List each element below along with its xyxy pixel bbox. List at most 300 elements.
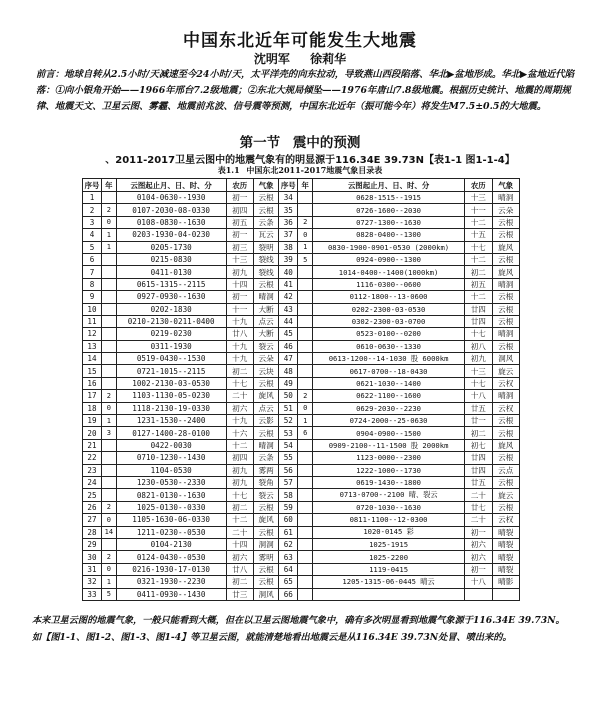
weather-type: 旋云 — [492, 489, 520, 501]
lunar-date: 廿五 — [465, 476, 492, 488]
year-mark: 1 — [298, 241, 313, 253]
weather-type: 云根 — [492, 291, 520, 303]
row-number: 35 — [279, 204, 298, 216]
col-header: 农历 — [465, 179, 492, 192]
row-number: 53 — [279, 427, 298, 439]
row-number: 49 — [279, 377, 298, 389]
row-number: 32 — [83, 576, 102, 588]
author-2: 徐莉华 — [310, 52, 347, 66]
cloud-time: 0622-1100--1600 — [313, 390, 465, 402]
row-number: 34 — [279, 192, 298, 204]
row-number: 51 — [279, 402, 298, 414]
year-mark: 2 — [102, 551, 117, 563]
weather-type: 旋风 — [492, 241, 520, 253]
year-mark: 6 — [298, 427, 313, 439]
weather-type: 云根 — [253, 192, 278, 204]
lunar-date: 初四 — [226, 204, 253, 216]
lunar-date: 廿三 — [226, 588, 253, 600]
table-row — [83, 476, 520, 488]
weather-type: 裂线 — [253, 253, 278, 265]
year-mark — [102, 377, 117, 389]
table-row — [83, 204, 520, 216]
year-mark: 3 — [102, 427, 117, 439]
year-mark: 2 — [102, 204, 117, 216]
weather-type: 裂云 — [253, 489, 278, 501]
cloud-time: 0904-0900--1500 — [313, 427, 465, 439]
year-mark — [102, 476, 117, 488]
weather-type: 晴影 — [492, 576, 520, 588]
cloud-time: 1123-0000--2300 — [313, 452, 465, 464]
lunar-date: 十二 — [465, 216, 492, 228]
cloud-time: 0713-0700--2100 晴、裂云 — [313, 489, 465, 501]
lunar-date: 初七 — [465, 439, 492, 451]
table-row — [83, 538, 520, 550]
weather-type: 云根 — [492, 253, 520, 265]
year-mark — [102, 192, 117, 204]
weather-type: 云条 — [253, 452, 278, 464]
year-mark — [298, 303, 313, 315]
cloud-time: 0302-2300-03-0700 — [313, 315, 465, 327]
year-mark — [102, 340, 117, 352]
lunar-date: 二十 — [465, 489, 492, 501]
weather-type: 晴洞 — [253, 291, 278, 303]
cloud-time: 1205-1315-06-0445 晴云 — [313, 576, 465, 588]
weather-type: 裂线 — [253, 266, 278, 278]
weather-type: 点云 — [253, 402, 278, 414]
year-mark: 1 — [102, 415, 117, 427]
lunar-date: 廿四 — [465, 303, 492, 315]
row-number: 7 — [83, 266, 102, 278]
lunar-date: 初二 — [226, 365, 253, 377]
lunar-date: 初五 — [226, 216, 253, 228]
year-mark — [298, 526, 313, 538]
weather-type: 裂明 — [253, 241, 278, 253]
table-row — [83, 216, 520, 228]
weather-type: 晴洞 — [492, 328, 520, 340]
table-row — [83, 439, 520, 451]
col-header: 序号 — [279, 179, 298, 192]
row-number: 2 — [83, 204, 102, 216]
cloud-time: 0811-1100--12-0300 — [313, 514, 465, 526]
weather-type: 裂云 — [253, 340, 278, 352]
table-row — [83, 377, 520, 389]
cloud-time: 0202-1830 — [116, 303, 226, 315]
cloud-time: 0613-1200--14-1030 股 6000km — [313, 353, 465, 365]
weather-type: 晴洞 — [492, 192, 520, 204]
year-mark — [102, 328, 117, 340]
cloud-time: 0107-2030-08-0330 — [116, 204, 226, 216]
lunar-date: 初一 — [226, 291, 253, 303]
row-number: 16 — [83, 377, 102, 389]
cloud-time: 1118-2130-19-0330 — [116, 402, 226, 414]
table-row — [83, 427, 520, 439]
lunar-date: 廿一 — [465, 415, 492, 427]
row-number: 19 — [83, 415, 102, 427]
row-number: 47 — [279, 353, 298, 365]
year-mark — [102, 291, 117, 303]
weather-type: 云权 — [492, 402, 520, 414]
cloud-time: 0311-1930 — [116, 340, 226, 352]
row-number: 1 — [83, 192, 102, 204]
cloud-time: 1230-0530--2330 — [116, 476, 226, 488]
cloud-time: 0203-1930-04-0230 — [116, 229, 226, 241]
lunar-date: 初九 — [226, 266, 253, 278]
row-number: 31 — [83, 563, 102, 575]
year-mark — [298, 464, 313, 476]
row-number: 41 — [279, 278, 298, 290]
row-number: 59 — [279, 501, 298, 513]
weather-type: 云朵 — [492, 204, 520, 216]
row-number: 20 — [83, 427, 102, 439]
lunar-date: 二十 — [465, 514, 492, 526]
col-header: 农历 — [226, 179, 253, 192]
weather-type: 雾明 — [253, 551, 278, 563]
lunar-date: 十七 — [226, 377, 253, 389]
year-mark: 0 — [298, 229, 313, 241]
cloud-time: 0628-1515--1915 — [313, 192, 465, 204]
year-mark — [102, 266, 117, 278]
table-row — [83, 229, 520, 241]
row-number: 37 — [279, 229, 298, 241]
cloud-time: 1119-0415 — [313, 563, 465, 575]
lunar-date: 初九 — [226, 476, 253, 488]
cloud-time: 0710-1230--1430 — [116, 452, 226, 464]
year-mark — [298, 192, 313, 204]
row-number: 27 — [83, 514, 102, 526]
year-mark: 1 — [298, 415, 313, 427]
weather-type: 晴裂 — [492, 551, 520, 563]
lunar-date: 十七 — [226, 489, 253, 501]
weather-type: 云权 — [492, 377, 520, 389]
table-row — [83, 291, 520, 303]
row-number: 5 — [83, 241, 102, 253]
lunar-date: 初二 — [226, 576, 253, 588]
lunar-date: 十九 — [226, 315, 253, 327]
cloud-time: 0219-0230 — [116, 328, 226, 340]
lunar-date: 十八 — [465, 390, 492, 402]
weather-type: 点云 — [253, 315, 278, 327]
cloud-time: 0727-1300--1630 — [313, 216, 465, 228]
table-row — [83, 514, 520, 526]
lunar-date: 初二 — [465, 427, 492, 439]
year-mark — [102, 439, 117, 451]
weather-type: 云根 — [492, 216, 520, 228]
lunar-date: 十七 — [465, 328, 492, 340]
year-mark — [298, 266, 313, 278]
year-mark: 2 — [102, 501, 117, 513]
row-number: 22 — [83, 452, 102, 464]
row-number: 55 — [279, 452, 298, 464]
table-row — [83, 192, 520, 204]
lunar-date: 二十 — [226, 390, 253, 402]
year-mark — [102, 353, 117, 365]
lunar-date: 廿八 — [226, 328, 253, 340]
year-mark — [298, 353, 313, 365]
col-header: 气象 — [253, 179, 278, 192]
cloud-time: 0720-1030--1630 — [313, 501, 465, 513]
table-row — [83, 588, 520, 600]
weather-type: 旋风 — [492, 439, 520, 451]
year-mark — [102, 489, 117, 501]
weather-type: 瓦云 — [253, 229, 278, 241]
row-number: 40 — [279, 266, 298, 278]
year-mark — [298, 576, 313, 588]
year-mark: 2 — [298, 390, 313, 402]
year-mark: 1 — [102, 576, 117, 588]
row-number: 3 — [83, 216, 102, 228]
cloud-time: 0210-2130-0211-0400 — [116, 315, 226, 327]
weather-type: 云点 — [492, 464, 520, 476]
row-number: 15 — [83, 365, 102, 377]
weather-type — [492, 588, 520, 600]
subsection-heading: 、2011-2017卫星云图中的地震气象有的明显源于116.34E 39.73N【表1-1 图1-1-4】 — [105, 155, 515, 166]
lunar-date: 廿四 — [465, 464, 492, 476]
cloud-time: 0924-0900--1300 — [313, 253, 465, 265]
lunar-date: 十三 — [226, 253, 253, 265]
year-mark — [298, 476, 313, 488]
cloud-time: 1222-1000--1730 — [313, 464, 465, 476]
row-number: 21 — [83, 439, 102, 451]
row-number: 44 — [279, 315, 298, 327]
lunar-date: 十三 — [465, 192, 492, 204]
cloud-time: 0104-2130 — [116, 538, 226, 550]
lunar-date: 十五 — [465, 229, 492, 241]
abstract-paragraph: 前言：地球自转从2.5小时/天减速至今24小时/天，太平洋壳的向东拉动，导致燕山西段陷落、华北▶盆地形成。华北▶盆地近代陷落：①向小银角开始——1966年邢台7.2级地震；②东北大规局倾坠——1976年唐山7.8级地震。根据历史统计、地震的周期规律、地震天文、卫星云图、雾霾、地震前兆波、信号震等预测，中国东北近年（振可能今年）将发生M7.5±0.5的大地震。 — [36, 69, 575, 112]
weather-type: 大断 — [253, 303, 278, 315]
year-mark — [102, 538, 117, 550]
weather-type: 云影 — [253, 415, 278, 427]
year-mark — [298, 328, 313, 340]
table-row — [83, 526, 520, 538]
weather-type: 云根 — [253, 278, 278, 290]
weather-type: 云根 — [492, 476, 520, 488]
lunar-date: 初一 — [465, 563, 492, 575]
cloud-time: 1002-2130-03-0530 — [116, 377, 226, 389]
year-mark: 5 — [102, 588, 117, 600]
year-mark: 1 — [102, 229, 117, 241]
weather-type: 晴洞 — [253, 439, 278, 451]
cloud-time: 1020-0145 彩 — [313, 526, 465, 538]
lunar-date: 十二 — [226, 439, 253, 451]
weather-type: 洞洞 — [253, 538, 278, 550]
year-mark — [298, 278, 313, 290]
col-header: 气象 — [492, 179, 520, 192]
cloud-time: 0726-1600--2030 — [313, 204, 465, 216]
cloud-time: 1105-1630-06-0330 — [116, 514, 226, 526]
cloud-time: 0124-0430--0530 — [116, 551, 226, 563]
row-number: 66 — [279, 588, 298, 600]
year-mark — [298, 538, 313, 550]
table-row — [83, 266, 520, 278]
row-number: 24 — [83, 476, 102, 488]
cloud-time: 0610-0630--1330 — [313, 340, 465, 352]
year-mark — [298, 563, 313, 575]
row-number: 25 — [83, 489, 102, 501]
lunar-date: 初六 — [465, 551, 492, 563]
year-mark — [102, 365, 117, 377]
cloud-time: 0927-0930--1630 — [116, 291, 226, 303]
weather-type: 云根 — [492, 303, 520, 315]
row-number: 23 — [83, 464, 102, 476]
year-mark: 14 — [102, 526, 117, 538]
year-mark — [298, 501, 313, 513]
row-number: 64 — [279, 563, 298, 575]
row-number: 63 — [279, 551, 298, 563]
cloud-time: 0108-0830--1630 — [116, 216, 226, 228]
table-row — [83, 303, 520, 315]
table-row — [83, 551, 520, 563]
cloud-time: 1231-1530--2400 — [116, 415, 226, 427]
section-heading: 第一节 震中的预测 — [239, 135, 361, 151]
year-mark — [102, 315, 117, 327]
table-row — [83, 501, 520, 513]
row-number: 33 — [83, 588, 102, 600]
row-number: 26 — [83, 501, 102, 513]
lunar-date: 十七 — [465, 241, 492, 253]
cloud-time: 0216-1930-17-0130 — [116, 563, 226, 575]
row-number: 38 — [279, 241, 298, 253]
year-mark — [298, 588, 313, 600]
lunar-date: 十六 — [226, 427, 253, 439]
year-mark — [298, 551, 313, 563]
row-number: 6 — [83, 253, 102, 265]
lunar-date: 初二 — [465, 266, 492, 278]
lunar-date: 初一 — [226, 192, 253, 204]
cloud-time: 1103-1130-05-0230 — [116, 390, 226, 402]
lunar-date: 廿五 — [465, 402, 492, 414]
table-row — [83, 315, 520, 327]
table-row — [83, 415, 520, 427]
row-number: 58 — [279, 489, 298, 501]
weather-type: 云根 — [492, 501, 520, 513]
year-mark: 0 — [102, 216, 117, 228]
row-number: 30 — [83, 551, 102, 563]
row-number: 57 — [279, 476, 298, 488]
weather-type: 云根 — [492, 340, 520, 352]
cloud-time: 0721-1015--2115 — [116, 365, 226, 377]
lunar-date: 廿四 — [465, 452, 492, 464]
table-row — [83, 390, 520, 402]
row-number: 48 — [279, 365, 298, 377]
row-number: 54 — [279, 439, 298, 451]
weather-type: 旋风 — [253, 514, 278, 526]
year-mark — [298, 514, 313, 526]
cloud-time: 0621-1030--1400 — [313, 377, 465, 389]
lunar-date: 廿七 — [465, 501, 492, 513]
lunar-date: 初五 — [465, 278, 492, 290]
lunar-date: 十九 — [226, 340, 253, 352]
weather-type: 云根 — [253, 427, 278, 439]
lunar-date: 廿八 — [226, 563, 253, 575]
row-number: 14 — [83, 353, 102, 365]
cloud-time: 0215-0830 — [116, 253, 226, 265]
row-number: 45 — [279, 328, 298, 340]
document-title: 中国东北近年可能发生大地震 — [183, 31, 417, 51]
year-mark: 0 — [102, 563, 117, 575]
table-row — [83, 563, 520, 575]
weather-type: 云根 — [492, 452, 520, 464]
weather-type: 洞风 — [253, 588, 278, 600]
lunar-date: 十九 — [226, 353, 253, 365]
weather-type: 晴洞 — [492, 390, 520, 402]
cloud-time: 0411-0930--1430 — [116, 588, 226, 600]
weather-type: 旋云 — [492, 365, 520, 377]
cloud-time — [313, 588, 465, 600]
weather-type: 云根 — [492, 415, 520, 427]
weather-type: 晴裂 — [492, 563, 520, 575]
cloud-time: 0629-2030--2230 — [313, 402, 465, 414]
table-row — [83, 576, 520, 588]
weather-type: 云根 — [253, 377, 278, 389]
lunar-date: 初四 — [226, 452, 253, 464]
lunar-date: 初三 — [226, 241, 253, 253]
year-mark — [298, 452, 313, 464]
cloud-time: 0828-0400--1300 — [313, 229, 465, 241]
cloud-time: 0617-0700--18-0430 — [313, 365, 465, 377]
lunar-date: 二十 — [226, 526, 253, 538]
table-row — [83, 328, 520, 340]
year-mark — [298, 365, 313, 377]
weather-type: 云条 — [253, 216, 278, 228]
weather-type: 晴裂 — [492, 538, 520, 550]
cloud-time: 0615-1315--2115 — [116, 278, 226, 290]
weather-type: 云根 — [253, 576, 278, 588]
lunar-date: 十一 — [226, 303, 253, 315]
earthquake-weather-table — [82, 178, 520, 601]
year-mark: 0 — [102, 402, 117, 414]
year-mark — [298, 377, 313, 389]
year-mark — [102, 303, 117, 315]
body-paragraph: 本来卫星云图的地震气象，一般只能看到大概，但在以卫星云图地震气象中，确有多次明显看到地震气象源于116.34E 39.73N。如【图1-1、图1-2、图1-3、图1-4】等卫星云图，就能清楚地看出地震云是从116.34E 39.73N处冒、喷出来的。 — [32, 615, 565, 643]
year-mark — [298, 315, 313, 327]
table-row — [83, 353, 520, 365]
lunar-date: 初八 — [465, 340, 492, 352]
year-mark — [102, 464, 117, 476]
cloud-time: 0112-1800--13-0600 — [313, 291, 465, 303]
row-number: 46 — [279, 340, 298, 352]
table-row — [83, 464, 520, 476]
lunar-date — [465, 588, 492, 600]
table-caption: 表1.1 中国东北2011-2017地震气象目录表 — [217, 165, 383, 175]
cloud-time: 1014-0400--1400(1000km) — [313, 266, 465, 278]
year-mark — [298, 489, 313, 501]
table-row — [83, 278, 520, 290]
cloud-time: 0909-2100--11-1500 股 2000km — [313, 439, 465, 451]
lunar-date: 十八 — [465, 576, 492, 588]
weather-type: 云根 — [253, 501, 278, 513]
row-number: 56 — [279, 464, 298, 476]
cloud-time: 1211-0230--0530 — [116, 526, 226, 538]
cloud-time: 0619-1430--1800 — [313, 476, 465, 488]
row-number: 43 — [279, 303, 298, 315]
row-number: 62 — [279, 538, 298, 550]
row-number: 42 — [279, 291, 298, 303]
row-number: 39 — [279, 253, 298, 265]
weather-type: 云根 — [253, 526, 278, 538]
lunar-date: 初六 — [465, 538, 492, 550]
cloud-time: 1025-0130--0330 — [116, 501, 226, 513]
weather-type: 云权 — [492, 514, 520, 526]
table-header-row — [83, 179, 520, 192]
year-mark — [298, 204, 313, 216]
table-row — [83, 340, 520, 352]
cloud-time: 1025-2200 — [313, 551, 465, 563]
row-number: 52 — [279, 415, 298, 427]
col-header: 云图起止月、日、时、分 — [116, 179, 226, 192]
year-mark — [102, 452, 117, 464]
weather-type: 晴洞 — [492, 278, 520, 290]
weather-type: 云根 — [492, 427, 520, 439]
